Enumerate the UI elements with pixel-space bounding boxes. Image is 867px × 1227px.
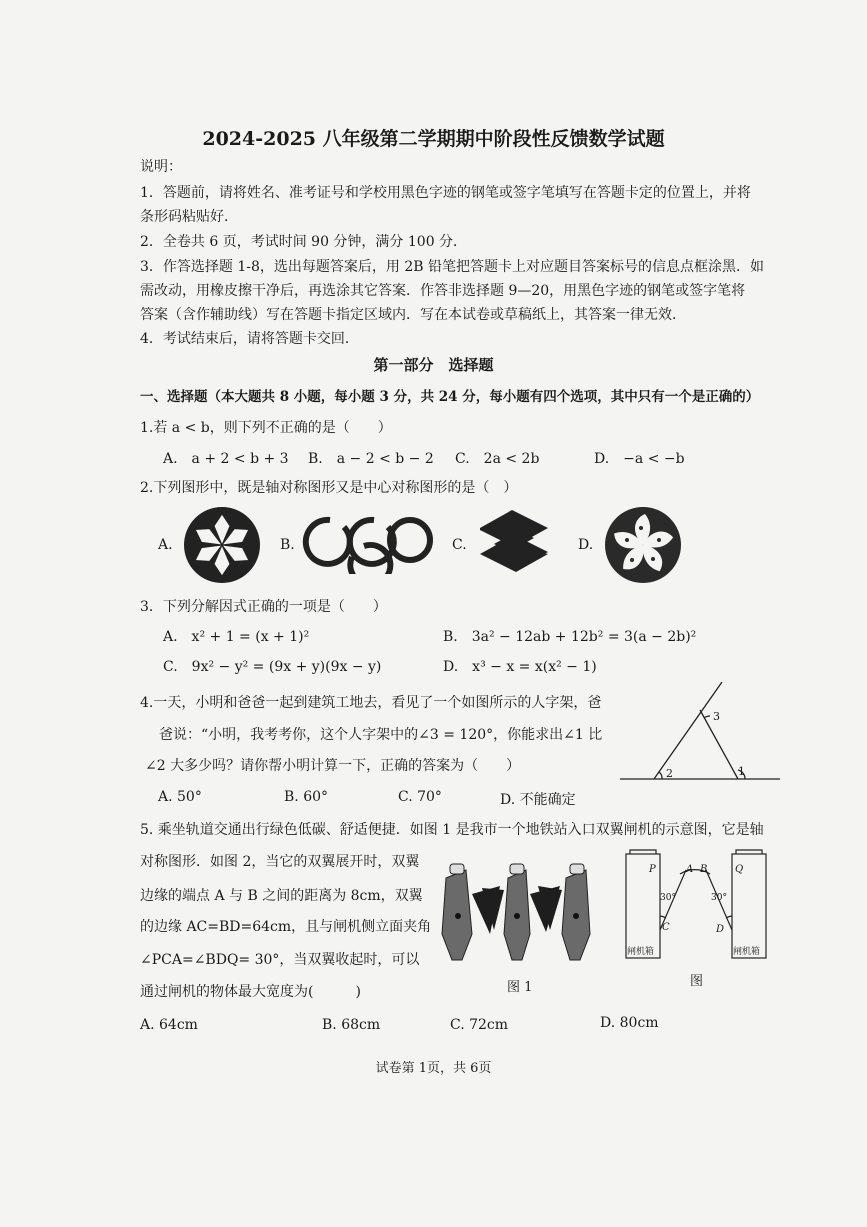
point-a-label: A [686,864,694,875]
q3-option-c: C. 9x² − y² = (9x + y)(9x − y) [163,659,382,675]
rings-figure-b [300,512,440,574]
point-b-label: B [700,864,708,875]
note-3a: 3．作答选择题 1-8，选出每题答案后，用 2B 铅笔把答题卡上对应题目答案标号的信息点框涂黑．如 [140,259,764,275]
q1-option-c: C. 2a < 2b [455,451,540,467]
flower-figure-a [182,506,262,584]
note-3b: 需改动，用橡皮擦干净后，再选涂其它答案．作答非选择题 9—20，用黑色字迹的钢笔或签字笔将 [140,283,746,299]
q2-option-b: B. [280,537,295,553]
angle-30-right-label: 30° [711,893,727,903]
angle-1-label: 1 [738,765,745,778]
q2-stem: 2.下列图形中，既是轴对称图形又是中心对称图形的是（ ） [140,480,518,496]
q5-line-4: 的边缘 AC=BD=64cm，且与闸机侧立面夹角 [140,919,432,935]
angle-3-label: 3 [713,710,720,723]
angle-30-left-label: 30° [660,893,676,903]
note-2: 2．全卷共 6 页，考试时间 90 分钟，满分 100 分． [140,234,468,250]
s-logo-figure-c [476,508,552,574]
point-c-label: C [662,922,670,933]
q5-option-b: B. 68cm [322,1017,381,1033]
q1-option-a: A. a + 2 < b + 3 [163,451,289,467]
q4-option-a: A. 50° [158,789,202,805]
point-d-label: D [716,924,725,935]
q2-option-a: A. [158,537,173,553]
q2-option-c: C. [452,537,467,553]
q1-option-d: D. −a < −b [594,451,685,467]
notes-heading: 说明： [140,159,182,175]
herringbone-frame-figure [618,680,783,785]
section-title: 第一部分 选择题 [373,356,494,374]
note-1a: 1．答题前，请将姓名、准考证号和学校用黑色字迹的钢笔或签字笔填写在答题卡定的位置上，并将 [140,185,751,201]
point-p-label: P [649,864,656,875]
q4-line-1: 4.一天，小明和爸爸一起到建筑工地去，看见了一个如图所示的人字架，爸 [140,695,602,711]
figure-1-caption: 图 1 [507,980,533,995]
gate-box-right-label: 闸机箱 [733,947,761,957]
q3-option-a: A. x² + 1 = (x + 1)² [163,629,310,645]
q5-option-d: D. 80cm [600,1015,659,1031]
q4-option-b: B. 60° [284,789,329,805]
turnstile-photo-figure-1 [438,856,600,974]
part1-header: 一、选择题（本大题共 8 小题，每小题 3 分，共 24 分，每小题有四个选项，其中只有一个是正确的） [140,389,760,405]
gate-box-left-label: 闸机箱 [627,947,655,957]
q3-option-d: D. x³ − x = x(x² − 1) [443,659,597,675]
q1-stem: 1.若 a < b，则下列不正确的是（ ） [140,420,392,436]
q4-line-2: 爸说：“小明，我考考你，这个人字架中的∠3 = 120°，你能求出∠1 比 [159,727,603,743]
note-4: 4．考试结束后，请将答题卡交回． [140,331,359,347]
q2-option-d: D. [578,537,594,553]
q5-option-c: C. 72cm [450,1017,509,1033]
q5-line-2: 对称图形．如图 2，当它的双翼展开时，双翼 [140,854,420,870]
q4-option-d: D. 不能确定 [500,792,576,808]
point-q-label: Q [735,864,744,875]
angle-2-label: 2 [666,767,673,780]
bauhinia-figure-d [603,506,683,584]
q5-line-5: ∠PCA=∠BDQ= 30°，当双翼收起时，可以 [140,952,420,968]
page-footer: 试卷第 1页，共 6页 [375,1061,492,1076]
q3-option-b: B. 3a² − 12ab + 12b² = 3(a − 2b)² [443,629,697,645]
q5-line-3: 边缘的端点 A 与 B 之间的距离为 8cm，双翼 [140,888,423,904]
note-3c: 答案（含作辅助线）写在答题卡指定区域内．写在本试卷或草稿纸上，其答案一律无效． [140,307,686,323]
q1-option-b: B. a − 2 < b − 2 [308,451,434,467]
figure-2-caption: 图 [690,974,704,989]
q5-line-1: 5. 乘坐轨道交通出行绿色低碳、舒适便捷．如图 1 是我市一个地铁站入口双翼闸机的示意图，它是轴 [140,822,764,838]
q5-line-6: 通过闸机的物体最大宽度为( ) [140,984,361,1000]
q4-option-c: C. 70° [398,789,442,805]
note-1b: 条形码粘贴好． [140,209,238,225]
q4-line-3: ∠2 大多少吗？请你帮小明计算一下，正确的答案为（ ） [145,758,521,774]
q3-stem: 3．下列分解因式正确的一项是（ ） [140,599,387,615]
q5-option-a: A. 64cm [140,1017,198,1033]
page-title: 2024-2025 八年级第二学期期中阶段性反馈数学试题 [202,128,665,150]
